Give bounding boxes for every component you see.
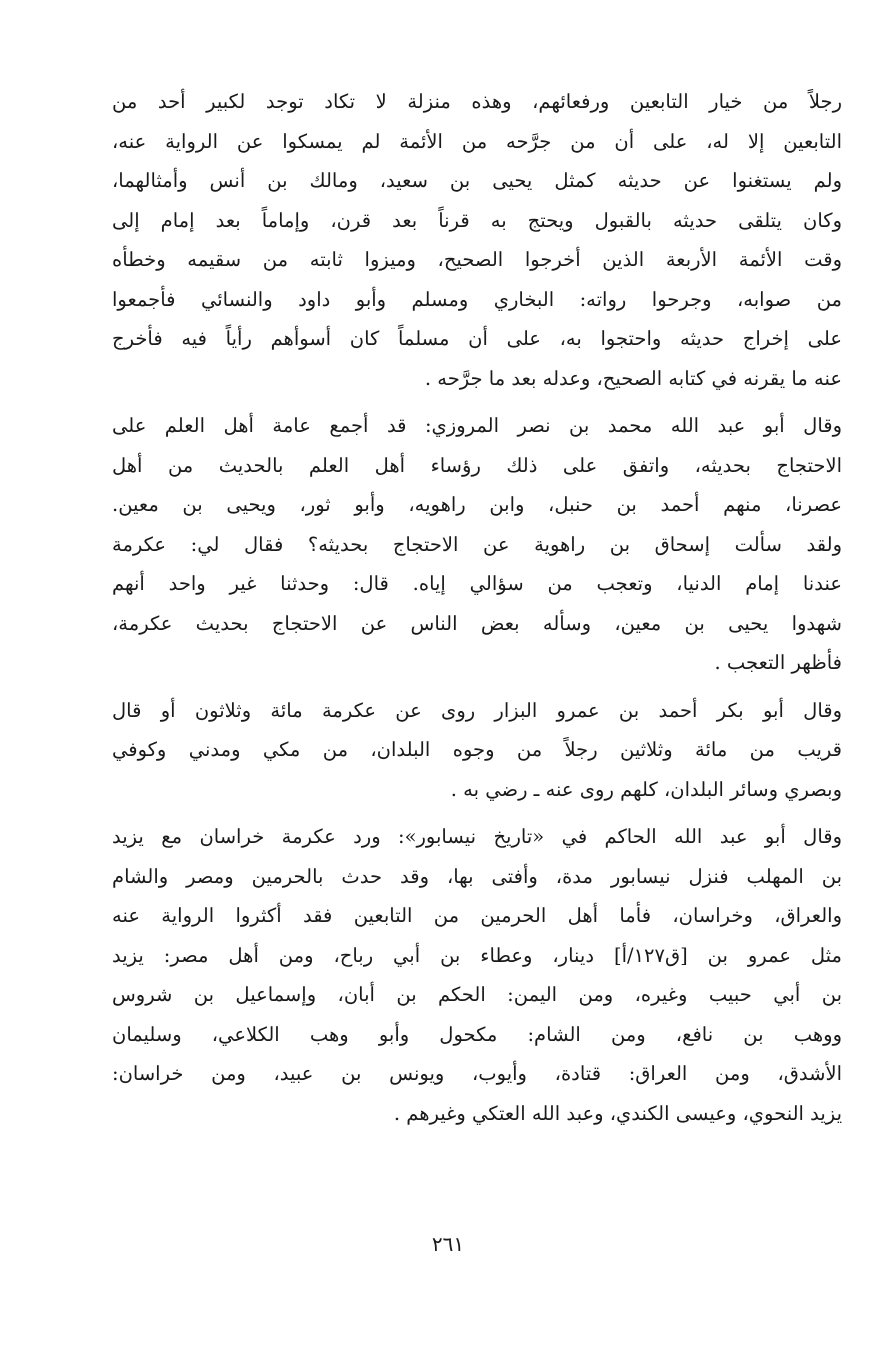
- text-line: ولم يستغنوا عن حديثه كمثل يحيى بن سعيد، ومالك بن أنس وأمثالهما،: [112, 169, 842, 192]
- text-line: وقال أبو عبد الله الحاكم في «تاريخ نيسابور»: ورد عكرمة خراسان مع يزيد: [112, 825, 842, 848]
- text-line: وقال أبو بكر أحمد بن عمرو البزار روى عن عكرمة مائة وثلاثون أو قال: [112, 698, 842, 722]
- text-line: ووهب بن نافع، ومن الشام: مكحول وأبو وهب الكلاعي، وسليمان: [112, 1022, 842, 1046]
- text-line: ولقد سألت إسحاق بن راهوية عن الاحتجاج بحديثه؟ فقال لي: عكرمة: [112, 532, 842, 556]
- text-line: مثل عمرو بن [ق١٢٧/أ] دينار، وعطاء بن أبي رباح، ومن أهل مصر: يزيد: [112, 943, 842, 967]
- page-body: [112, 82, 842, 1141]
- text-line: وقت الأئمة الأربعة الذين أخرجوا الصحيح، وميزوا ثابته من سقيمه وخطأه: [112, 248, 842, 271]
- text-line: الأشدق، ومن العراق: قتادة، وأيوب، ويونس بن عبيد، ومن خراسان:: [112, 1062, 842, 1085]
- text-line: التابعين إلا له، على أن من جرَّحه من الأئمة لم يمسكوا عن الرواية عنه،: [112, 129, 842, 153]
- text-line: عندنا إمام الدنيا، وتعجب من سؤالي إياه. قال: وحدثنا غير واحد أنهم: [112, 572, 842, 595]
- text-line: يزيد النحوي، وعيسى الكندي، وعبد الله العتكي وغيرهم .: [393, 1101, 842, 1125]
- text-line: وقال أبو عبد الله محمد بن نصر المروزي: قد أجمع عامة أهل العلم على: [112, 414, 842, 437]
- text-line: الاحتجاج بحديثه، واتفق على ذلك رؤساء أهل العلم بالحديث من أهل: [112, 453, 842, 477]
- text-line: من صوابه، وجرحوا رواته: البخاري ومسلم وأبو داود والنسائي فأجمعوا: [112, 287, 842, 311]
- paragraph-2: [112, 406, 842, 683]
- text-line: والعراق، وخراسان، فأما أهل الحرمين من التابعين فقد أكثروا الرواية عنه: [112, 904, 842, 927]
- text-line: فأظهر التعجب .: [714, 651, 842, 674]
- paragraph-4: [112, 817, 842, 1133]
- text-line: قريب من مائة وثلاثين رجلاً من وجوه البلدان، من مكي ومدني وكوفي: [112, 738, 842, 761]
- text-line: شهدوا يحيى بن معين، وسأله بعض الناس عن الاحتجاج بحديث عكرمة،: [112, 611, 842, 635]
- page-number: ٢٦١: [431, 1232, 465, 1256]
- text-line: وكان يتلقى حديثه بالقبول ويحتج به قرناً بعد قرن، وإماماً بعد إمام إلى: [112, 208, 842, 232]
- text-line: وبصري وسائر البلدان، كلهم روى عنه ـ رضي به .: [450, 777, 842, 801]
- text-line: رجلاً من خيار التابعين ورفعائهم، وهذه منزلة لا تكاد توجد لكبير أحد من: [112, 90, 842, 113]
- text-line: عصرنا، منهم أحمد بن حنبل، وابن راهويه، وأبو ثور، ويحيى بن معين.: [112, 493, 842, 516]
- paragraph-1: [112, 82, 842, 398]
- text-line: بن المهلب فنزل نيسابور مدة، وأفتى بها، وقد حدث بالحرمين ومصر والشام: [112, 864, 842, 888]
- text-line: عنه ما يقرنه في كتابه الصحيح، وعدله بعد ما جرَّحه .: [424, 366, 842, 390]
- text-line: بن أبي حبيب وغيره، ومن اليمن: الحكم بن أبان، وإسماعيل بن شروس: [112, 983, 842, 1006]
- paragraph-3: [112, 691, 842, 810]
- text-line: على إخراج حديثه واحتجوا به، على أن مسلماً كان أسوأهم رأياً فيه فأخرج: [112, 327, 842, 350]
